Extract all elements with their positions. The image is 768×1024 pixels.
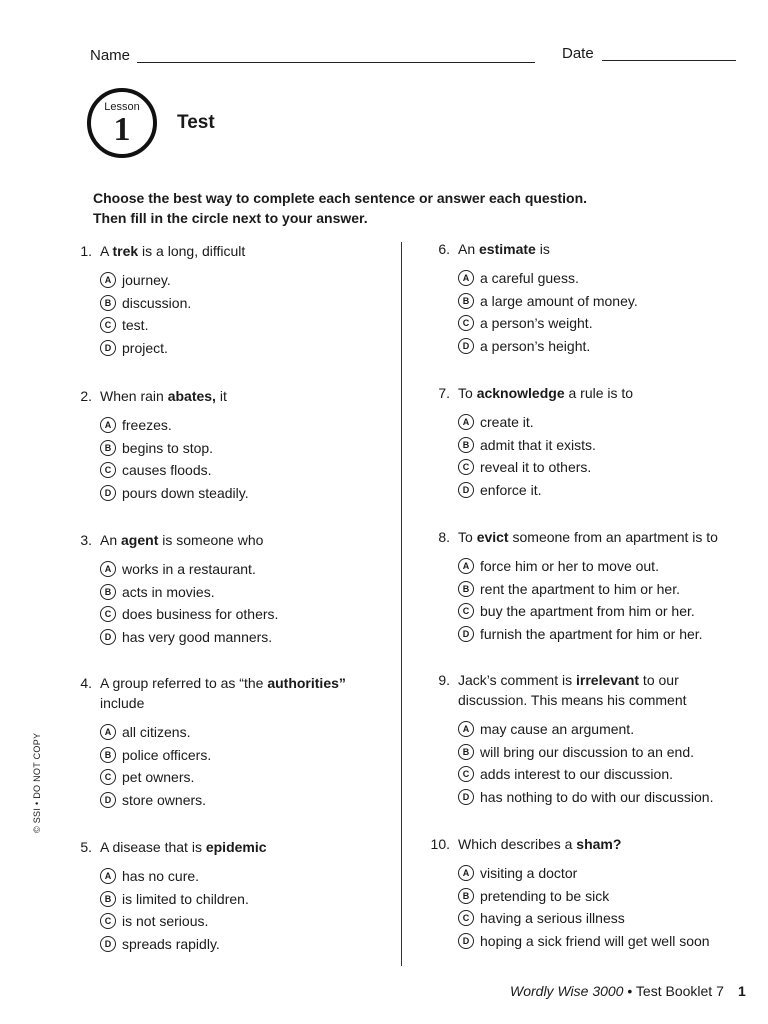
answer-option[interactable] — [458, 718, 728, 741]
footer-booklet: Test Booklet 7 — [635, 983, 724, 999]
answer-option[interactable] — [100, 721, 370, 744]
answer-bubble-icon[interactable]: A — [100, 868, 116, 884]
date-label: Date — [562, 45, 594, 62]
answer-bubble-icon[interactable]: A — [100, 561, 116, 577]
question-keyword: sham? — [576, 836, 622, 852]
answer-bubble-icon[interactable]: C — [458, 910, 474, 926]
answer-option[interactable] — [100, 744, 370, 767]
answer-bubble-icon[interactable]: D — [100, 792, 116, 808]
answer-bubble-icon[interactable]: D — [458, 789, 474, 805]
answer-option[interactable] — [458, 479, 728, 502]
answer-text: discussion. — [122, 294, 192, 311]
answer-option[interactable] — [458, 312, 728, 335]
answer-option[interactable] — [100, 933, 370, 956]
question-text-post: a rule is to — [564, 385, 634, 401]
answer-text: causes floods. — [122, 462, 212, 479]
question-stem — [70, 673, 370, 713]
question-number: 10. — [430, 836, 450, 852]
answer-options — [428, 862, 728, 952]
answer-bubble-icon[interactable]: D — [458, 338, 474, 354]
answer-option[interactable] — [458, 456, 728, 479]
answer-option[interactable] — [100, 789, 370, 812]
question-keyword: epidemic — [205, 839, 267, 855]
answer-bubble-icon[interactable]: C — [100, 913, 116, 929]
answer-option[interactable] — [100, 269, 370, 292]
question-1 — [70, 241, 370, 359]
answer-text: acts in movies. — [122, 583, 215, 600]
answer-text: admit that it exists. — [480, 436, 596, 453]
answer-text: buy the apartment from him or her. — [480, 603, 695, 620]
answer-bubble-icon[interactable]: D — [100, 629, 116, 645]
answer-bubble-icon[interactable]: C — [458, 603, 474, 619]
page-number: 1 — [738, 983, 746, 999]
answer-text: pretending to be sick — [480, 887, 610, 904]
question-text-post: is someone who — [158, 532, 264, 548]
answer-option[interactable] — [458, 885, 728, 908]
question-10 — [428, 834, 728, 952]
answer-bubble-icon[interactable]: C — [100, 317, 116, 333]
answer-bubble-icon[interactable]: B — [100, 747, 116, 763]
answer-text: force him or her to move out. — [480, 558, 659, 574]
question-text-post: is — [535, 241, 550, 257]
answer-text: is not serious. — [122, 913, 209, 930]
answer-text: pet owners. — [122, 769, 195, 786]
answer-option[interactable] — [100, 482, 370, 505]
question-text-line-2: include — [100, 695, 145, 711]
answer-bubble-icon[interactable]: B — [100, 584, 116, 600]
question-number: 2. — [80, 388, 92, 404]
answer-option[interactable] — [100, 888, 370, 911]
answer-text: has no cure. — [122, 868, 200, 884]
answer-text: all citizens. — [122, 724, 191, 740]
question-text-pre: When rain — [100, 388, 168, 404]
question-stem — [70, 837, 370, 857]
question-keyword: agent — [121, 532, 159, 548]
answer-bubble-icon[interactable]: A — [100, 417, 116, 433]
answer-bubble-icon[interactable]: C — [458, 315, 474, 331]
answer-options — [70, 558, 370, 648]
answer-bubble-icon[interactable]: A — [458, 865, 474, 881]
question-text-line-2: discussion. This means his comment — [458, 692, 687, 708]
answer-option[interactable] — [100, 766, 370, 789]
answer-text: spreads rapidly. — [122, 935, 220, 952]
answer-bubble-icon[interactable]: A — [458, 270, 474, 286]
answer-option[interactable] — [100, 292, 370, 315]
answer-bubble-icon[interactable]: B — [458, 293, 474, 309]
question-text-pre: Which describes a — [458, 836, 577, 852]
question-text-pre: To — [458, 385, 477, 401]
question-text-pre: A group referred to as “the — [100, 675, 268, 691]
answer-text: a person’s height. — [480, 337, 591, 354]
answer-options — [428, 411, 728, 501]
question-stem — [428, 834, 728, 854]
question-number: 8. — [438, 529, 450, 545]
answer-options — [70, 721, 370, 811]
side-copyright: © SSI • DO NOT COPY — [32, 732, 42, 833]
answer-text: reveal it to others. — [480, 459, 592, 476]
answer-text: journey. — [122, 272, 171, 288]
answer-option[interactable] — [100, 337, 370, 360]
question-7 — [428, 383, 728, 501]
name-label: Name — [90, 47, 131, 64]
answer-text: furnish the apartment for him or her. — [480, 625, 703, 642]
question-stem — [428, 670, 728, 710]
answer-options — [428, 718, 728, 808]
answer-text: is limited to children. — [122, 890, 249, 907]
lesson-word: Lesson — [104, 101, 140, 113]
answer-option[interactable] — [458, 600, 728, 623]
answer-bubble-icon[interactable]: D — [458, 482, 474, 498]
question-keyword: estimate — [479, 241, 536, 257]
footer-book-title: Wordly Wise 3000 — [510, 983, 624, 999]
answer-bubble-icon[interactable]: B — [458, 581, 474, 597]
answer-bubble-icon[interactable]: C — [458, 766, 474, 782]
footer-separator: • — [623, 983, 636, 999]
question-number: 3. — [80, 532, 92, 548]
answer-text: project. — [122, 339, 168, 356]
question-number: 5. — [80, 839, 92, 855]
answer-bubble-icon[interactable]: B — [100, 295, 116, 311]
answer-text: does business for others. — [122, 606, 279, 623]
answer-bubble-icon[interactable]: C — [100, 769, 116, 785]
instructions-line-1: Choose the best way to complete each sentence or answer each question. — [93, 190, 588, 206]
answer-text: hoping a sick friend will get well soon — [480, 932, 710, 949]
answer-option[interactable] — [458, 411, 728, 434]
answer-options — [70, 269, 370, 359]
answer-bubble-icon[interactable]: A — [100, 724, 116, 740]
question-text-pre: An — [100, 532, 122, 548]
answer-text: rent the apartment to him or her. — [480, 580, 680, 597]
answer-text: a person’s weight. — [480, 315, 593, 332]
answer-bubble-icon[interactable]: C — [458, 459, 474, 475]
question-8 — [428, 527, 728, 645]
answer-option[interactable] — [100, 626, 370, 649]
answer-bubble-icon[interactable]: B — [458, 437, 474, 453]
answer-option[interactable] — [458, 763, 728, 786]
question-number: 1. — [80, 243, 92, 259]
page-title: Test — [177, 112, 215, 133]
answer-bubble-icon[interactable]: A — [458, 721, 474, 737]
answer-option[interactable] — [100, 459, 370, 482]
answer-bubble-icon[interactable]: A — [458, 558, 474, 574]
answer-bubble-icon[interactable]: C — [100, 606, 116, 622]
answer-text: visiting a doctor — [480, 865, 578, 881]
question-text-pre: To — [458, 529, 477, 545]
instructions-line-2: Then fill in the circle next to your answer. — [93, 210, 368, 226]
answer-bubble-icon[interactable]: D — [100, 340, 116, 356]
column-divider — [401, 242, 402, 966]
answer-text: adds interest to our discussion. — [480, 766, 673, 783]
answer-bubble-icon[interactable]: B — [458, 744, 474, 760]
question-9 — [428, 670, 728, 808]
answer-bubble-icon[interactable]: B — [100, 440, 116, 456]
answer-option[interactable] — [458, 623, 728, 646]
answer-option[interactable] — [100, 314, 370, 337]
answer-bubble-icon[interactable]: D — [100, 936, 116, 952]
answer-text: having a serious illness — [480, 910, 625, 927]
question-stem — [428, 239, 728, 259]
answer-option[interactable] — [100, 603, 370, 626]
answer-option[interactable] — [458, 786, 728, 809]
answer-text: has very good manners. — [122, 628, 273, 645]
question-keyword: acknowledge — [476, 385, 565, 401]
question-keyword: trek — [112, 243, 139, 259]
question-number: 9. — [438, 672, 450, 688]
lesson-badge — [87, 88, 157, 158]
answer-options — [428, 555, 728, 645]
question-stem — [428, 527, 728, 547]
question-stem — [70, 241, 370, 261]
answer-option[interactable] — [458, 930, 728, 953]
answer-option[interactable] — [458, 434, 728, 457]
question-text-pre: An — [458, 241, 480, 257]
footer — [510, 983, 724, 999]
answer-bubble-icon[interactable]: B — [458, 888, 474, 904]
answer-option[interactable] — [458, 555, 728, 578]
question-text-pre: Jack’s comment is — [458, 672, 576, 688]
answer-options — [70, 865, 370, 955]
answer-option[interactable] — [458, 741, 728, 764]
instructions — [93, 188, 587, 228]
question-stem — [70, 386, 370, 406]
answer-text: pours down steadily. — [122, 484, 249, 501]
question-number: 4. — [80, 675, 92, 691]
question-text-post: someone from an apartment is to — [508, 529, 718, 545]
question-text-post: is a long, difficult — [138, 243, 246, 259]
question-text-pre: A — [100, 243, 113, 259]
answer-text: begins to stop. — [122, 439, 214, 456]
answer-text: may cause an argument. — [480, 721, 635, 737]
answer-options — [70, 414, 370, 504]
question-6 — [428, 239, 728, 357]
answer-option[interactable] — [100, 581, 370, 604]
question-text-post: it — [215, 388, 227, 404]
answer-option[interactable] — [100, 865, 370, 888]
question-text-post: to our — [639, 672, 679, 688]
answer-bubble-icon[interactable]: A — [458, 414, 474, 430]
question-stem — [70, 530, 370, 550]
answer-bubble-icon[interactable]: D — [458, 933, 474, 949]
answer-text: test. — [122, 317, 149, 334]
question-number: 6. — [438, 241, 450, 257]
question-text-pre: A disease that is — [100, 839, 206, 855]
answer-option[interactable] — [458, 907, 728, 930]
answer-text: store owners. — [122, 791, 207, 808]
question-number: 7. — [438, 385, 450, 401]
question-keyword: evict — [476, 529, 509, 545]
answer-bubble-icon[interactable]: D — [100, 485, 116, 501]
answer-text: create it. — [480, 414, 534, 430]
answer-options — [428, 267, 728, 357]
answer-option[interactable] — [458, 290, 728, 313]
answer-option[interactable] — [100, 414, 370, 437]
question-keyword: irrelevant — [576, 672, 640, 688]
answer-option[interactable] — [458, 862, 728, 885]
date-field[interactable] — [602, 60, 736, 61]
answer-text: freezes. — [122, 417, 172, 433]
answer-option[interactable] — [100, 437, 370, 460]
question-keyword: abates, — [167, 388, 216, 404]
answer-bubble-icon[interactable]: D — [458, 626, 474, 642]
question-keyword: authorities” — [267, 675, 346, 691]
answer-text: police officers. — [122, 746, 212, 763]
answer-bubble-icon[interactable]: C — [100, 462, 116, 478]
answer-option[interactable] — [458, 578, 728, 601]
question-4 — [70, 673, 370, 811]
answer-bubble-icon[interactable]: B — [100, 891, 116, 907]
answer-option[interactable] — [458, 335, 728, 358]
answer-text: works in a restaurant. — [122, 561, 256, 577]
question-2 — [70, 386, 370, 504]
answer-text: a careful guess. — [480, 270, 579, 286]
question-5 — [70, 837, 370, 955]
name-field[interactable] — [137, 62, 535, 63]
answer-text: has nothing to do with our discussion. — [480, 788, 714, 805]
answer-text: will bring our discussion to an end. — [480, 743, 695, 760]
answer-option[interactable] — [100, 558, 370, 581]
answer-option[interactable] — [100, 910, 370, 933]
answer-text: enforce it. — [480, 481, 542, 498]
question-stem — [428, 383, 728, 403]
answer-option[interactable] — [458, 267, 728, 290]
answer-text: a large amount of money. — [480, 292, 638, 309]
question-3 — [70, 530, 370, 648]
answer-bubble-icon[interactable]: A — [100, 272, 116, 288]
lesson-number: 1 — [113, 111, 131, 148]
